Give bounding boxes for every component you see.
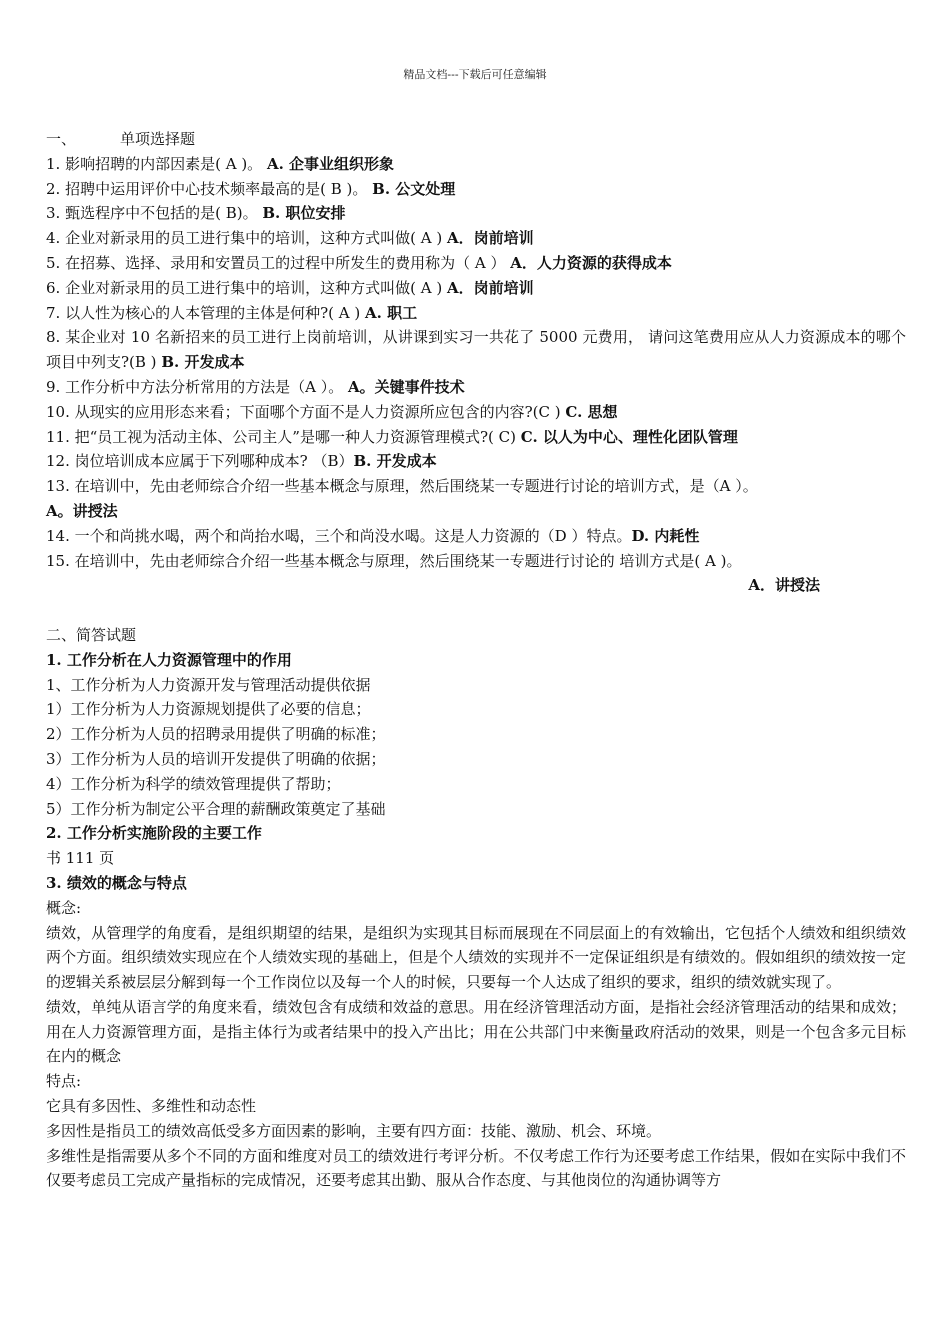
spacer [46,598,906,623]
q2-text: 书 111 页 [46,849,115,868]
question-8: 8. 某企业对 10 名新招来的员工进行上岗前培训，从讲课到实习一共花了 5000 元费用， 请问这笔费用应从人力资源成本的哪个项目中列支?(B ) B. 开发成本 [46,328,906,372]
question-3: 3. 甄选程序中不包括的是( B)。 B. 职位安排 [46,204,346,223]
concept-paragraph-1: 绩效，从管理学的角度看，是组织期望的结果，是组织为实现其目标而展现在不同层面上的有效输出，它包括个人绩效和组织绩效两个方面。组织绩效实现应在个人绩效实现的基础上，但是个人绩效的实现并不一定保证组织是有绩效的。假如组织的绩效按一定的逻辑关系被层层分解到每一个工作岗位以及每一个人的时候，只要每一个人达成了组织的要求，组织的绩效就实现了。 [46,923,906,992]
answer-8: B. 开发成本 [161,353,245,372]
section-1-title: 单项选择题 [120,130,196,148]
feature-line-2: 多因性是指员工的绩效高低受多方面因素的影响，主要有四方面：技能、激励、机会、环境。 [46,1121,662,1140]
concept-paragraph-2: 绩效，单纯从语言学的角度来看，绩效包含有成绩和效益的意思。用在经济管理活动方面，是指社会经济管理活动的结果和成效；用在人力资源管理方面，是指主体行为或者结果中的投入产出比；用在公共部门中来衡量政府活动的效果，则是一个包含多元目标在内的概念 [46,997,906,1066]
section-1-heading [46,127,906,152]
q1-line: 1、工作分析为人力资源开发与管理活动提供依据 [46,675,371,694]
section-1-number: 一、 [46,130,77,148]
question-14: 14. 一个和尚挑水喝，两个和尚抬水喝，三个和尚没水喝。这是人力资源的（D ）特点。D. 内耗性 [46,526,700,545]
question-6: 6. 企业对新录用的员工进行集中的培训，这种方式叫做( A ) A．岗前培训 [46,278,534,297]
answer-12: B. 开发成本 [353,452,437,471]
answer-5: A．人力资源的获得成本 [510,253,672,272]
answer-7: A. 职工 [365,303,418,322]
feature-label: 特点: [46,1072,82,1091]
question-7: 7. 以人性为核心的人本管理的主体是何种?( A ) A. 职工 [46,303,418,322]
q1-line: 5）工作分析为制定公平合理的薪酬政策奠定了基础 [46,799,386,818]
page-header: 精品文档---下载后可任意编辑 [403,68,547,81]
question-4: 4. 企业对新录用的员工进行集中的培训，这种方式叫做( A ) A．岗前培训 [46,229,534,248]
q2-title: 2. 工作分析实施阶段的主要工作 [46,824,262,843]
question-5: 5. 在招募、选择、录用和安置员工的过程中所发生的费用称为（ A ） A．人力资源的获得成本 [46,253,672,272]
question-10: 10. 从现实的应用形态来看；下面哪个方面不是人力资源所应包含的内容?(C ) C. 思想 [46,402,618,421]
concept-label: 概念: [46,898,82,917]
question-1: 1. 影响招聘的内部因素是( A )。 A. 企事业组织形象 [46,154,395,173]
question-9: 9. 工作分析中方法分析常用的方法是（A ）。 A。关键事件技术 [46,377,465,396]
answer-6: A．岗前培训 [446,278,534,297]
question-12: 12. 岗位培训成本应属于下列哪种成本? （B）B. 开发成本 [46,452,437,471]
answer-14: D. 内耗性 [631,526,700,545]
answer-13: A。讲授法 [46,501,118,520]
answer-4: A．岗前培训 [446,229,534,248]
answer-10: C. 思想 [565,402,618,421]
q1-title: 1. 工作分析在人力资源管理中的作用 [46,650,292,669]
answer-15: A．讲授法 [748,576,820,595]
question-11: 11. 把“员工视为活动主体、公司主人”是哪一种人力资源管理模式?( C) C. 以人为中心、理性化团队管理 [46,427,738,446]
answer-2: B. 公文处理 [372,179,456,198]
question-2: 2. 招聘中运用评价中心技术频率最高的是( B )。 B. 公文处理 [46,179,456,198]
q1-line: 1）工作分析为人力资源规划提供了必要的信息； [46,700,371,719]
q1-line: 2）工作分析为人员的招聘录用提供了明确的标准； [46,725,386,744]
section-2-heading: 二、简答试题 [46,625,137,644]
q3-title: 3. 绩效的概念与特点 [46,873,187,892]
answer-3: B. 职位安排 [262,204,346,223]
answer-9: A。关键事件技术 [347,377,465,396]
document-body [46,127,906,1193]
feature-line-3: 多维性是指需要从多个不同的方面和维度对员工的绩效进行考评分析。不仅考虑工作行为还要考虑工作结果，假如在实际中我们不仅要考虑员工完成产量指标的完成情况，还要考虑其出勤、服从合作态度、与其他岗位的沟通协调等方 [46,1146,906,1190]
answer-1: A. 企事业组织形象 [266,154,395,173]
q1-line: 3）工作分析为人员的培训开发提供了明确的依据； [46,749,386,768]
answer-11: C. 以人为中心、理性化团队管理 [520,427,738,446]
question-15: 15. 在培训中，先由老师综合介绍一些基本概念与原理，然后围绕某一专题进行讨论的 培训方式是( A )。 [46,551,742,570]
feature-line-1: 它具有多因性、多维性和动态性 [46,1097,257,1116]
q1-line: 4）工作分析为科学的绩效管理提供了帮助； [46,774,341,793]
question-13: 13. 在培训中，先由老师综合介绍一些基本概念与原理，然后围绕某一专题进行讨论的培训方式，是（A ）。 [46,477,758,496]
